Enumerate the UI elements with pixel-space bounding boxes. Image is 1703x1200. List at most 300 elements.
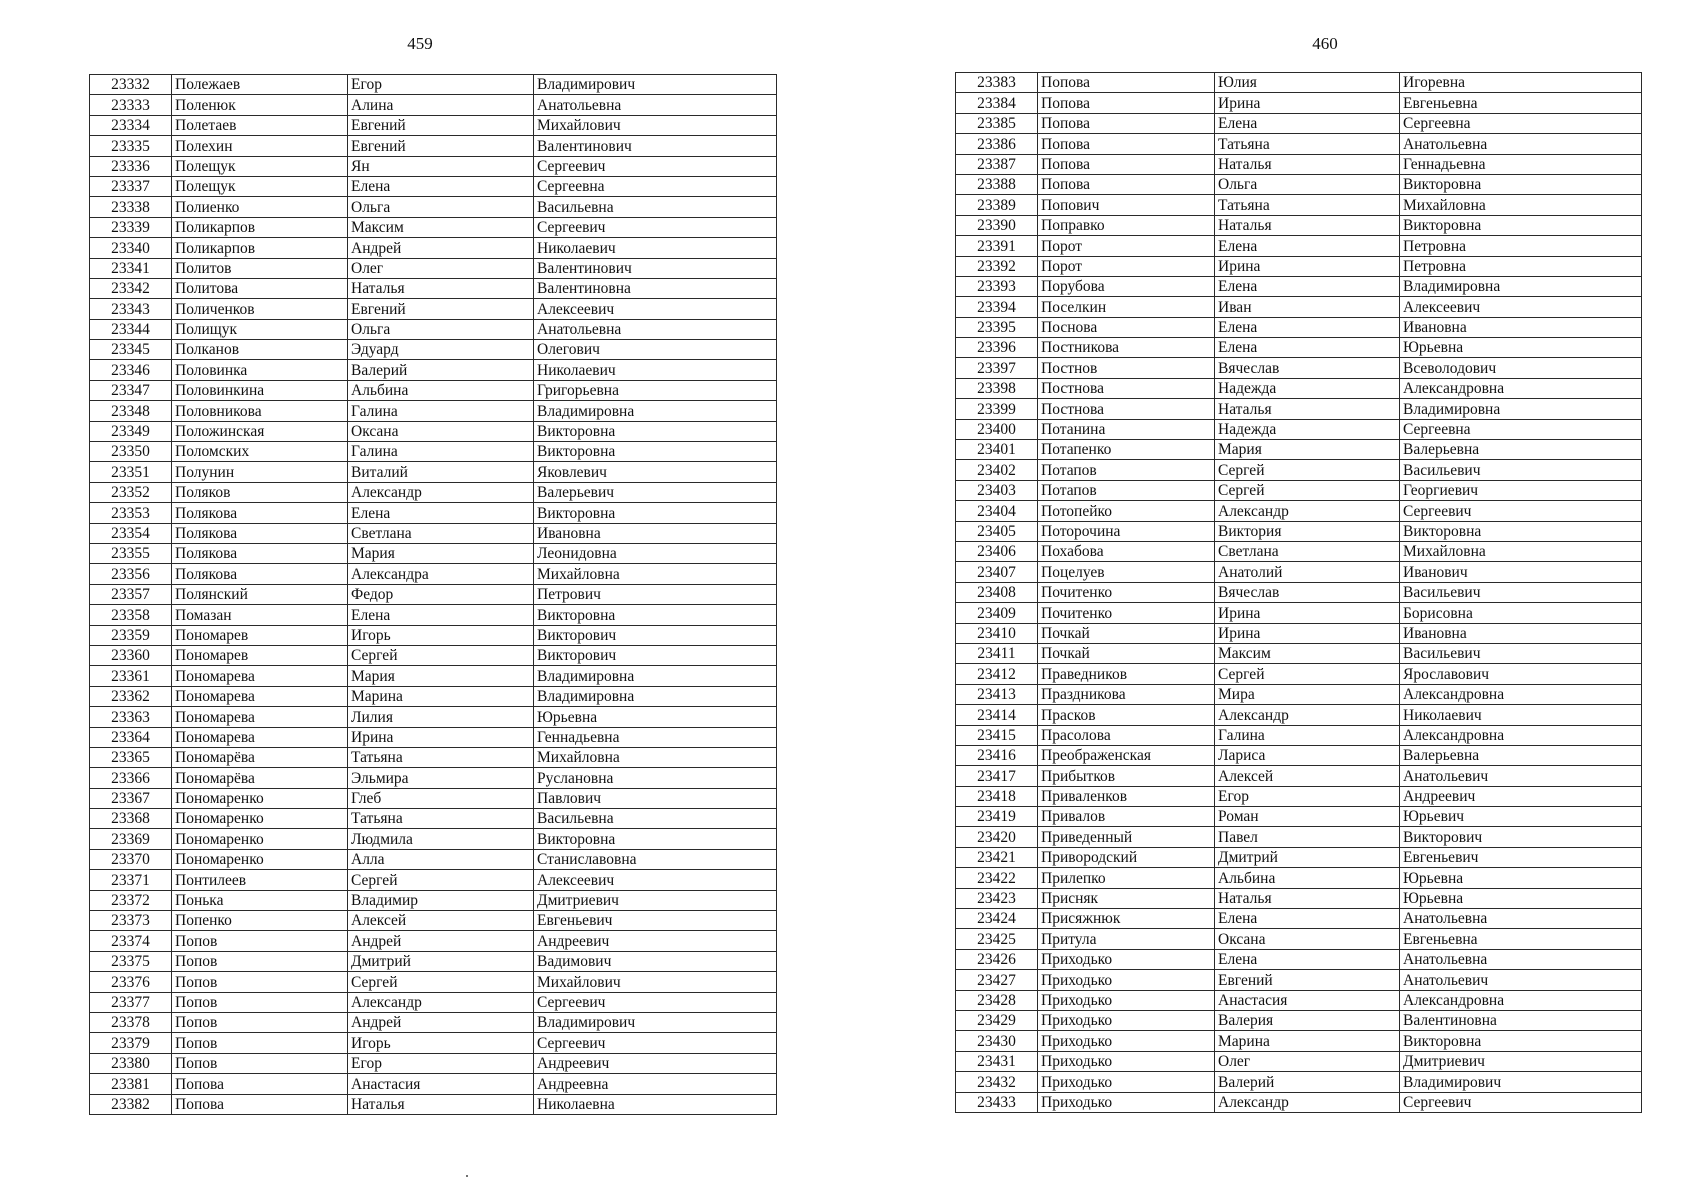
- first-name-cell: Сергей: [1215, 480, 1400, 500]
- first-name-cell: Сергей: [348, 645, 534, 665]
- patronymic-cell: Владимировна: [1400, 276, 1642, 296]
- first-name-cell: Ирина: [1215, 93, 1400, 113]
- first-name-cell: Людмила: [348, 829, 534, 849]
- table-row: [90, 686, 777, 706]
- surname-cell: Потапов: [1038, 460, 1215, 480]
- patronymic-cell: Борисовна: [1400, 603, 1642, 623]
- first-name-cell: Елена: [1215, 236, 1400, 256]
- record-number-cell: 23378: [90, 1012, 172, 1032]
- patronymic-cell: Викторовна: [1400, 521, 1642, 541]
- table-row: [90, 136, 777, 156]
- patronymic-cell: Владимировна: [534, 666, 777, 686]
- first-name-cell: Анатолий: [1215, 562, 1400, 582]
- record-number-cell: 23406: [956, 541, 1038, 561]
- first-name-cell: Ирина: [1215, 623, 1400, 643]
- record-number-cell: 23429: [956, 1010, 1038, 1030]
- patronymic-cell: Александровна: [1400, 725, 1642, 745]
- table-row: [956, 888, 1642, 908]
- patronymic-cell: Алексеевич: [534, 299, 777, 319]
- first-name-cell: Анастасия: [348, 1074, 534, 1094]
- patronymic-cell: Валерьевна: [1400, 745, 1642, 765]
- surname-cell: Полканов: [172, 340, 348, 360]
- table-row: [956, 643, 1642, 663]
- patronymic-cell: Владимирович: [1400, 1072, 1642, 1092]
- first-name-cell: Федор: [348, 584, 534, 604]
- first-name-cell: Сергей: [348, 870, 534, 890]
- surname-cell: Поснова: [1038, 317, 1215, 337]
- table-row: [956, 1031, 1642, 1051]
- surname-cell: Попова: [1038, 93, 1215, 113]
- table-row: [90, 707, 777, 727]
- patronymic-cell: Ивановна: [1400, 317, 1642, 337]
- table-row: [90, 238, 777, 258]
- first-name-cell: Елена: [348, 605, 534, 625]
- first-name-cell: Александр: [348, 482, 534, 502]
- patronymic-cell: Валентинович: [534, 258, 777, 278]
- table-row: [956, 419, 1642, 439]
- table-row: [90, 503, 777, 523]
- first-name-cell: Галина: [1215, 725, 1400, 745]
- patronymic-cell: Анатольевна: [1400, 909, 1642, 929]
- table-row: [90, 890, 777, 910]
- surname-cell: Потапов: [1038, 480, 1215, 500]
- record-number-cell: 23390: [956, 215, 1038, 235]
- table-row: [90, 564, 777, 584]
- record-number-cell: 23358: [90, 605, 172, 625]
- patronymic-cell: Александровна: [1400, 378, 1642, 398]
- record-number-cell: 23343: [90, 299, 172, 319]
- table-row: [956, 1010, 1642, 1030]
- patronymic-cell: Викторовна: [1400, 215, 1642, 235]
- record-number-cell: 23420: [956, 827, 1038, 847]
- table-row: [956, 113, 1642, 133]
- first-name-cell: Олег: [1215, 1051, 1400, 1071]
- surname-cell: Притула: [1038, 929, 1215, 949]
- table-row: [956, 1072, 1642, 1092]
- patronymic-cell: Андреевна: [534, 1074, 777, 1094]
- table-row: [90, 584, 777, 604]
- table-row: [956, 603, 1642, 623]
- table-row: [956, 399, 1642, 419]
- patronymic-cell: Сергеевич: [534, 992, 777, 1012]
- record-number-cell: 23417: [956, 766, 1038, 786]
- surname-cell: Попов: [172, 992, 348, 1012]
- first-name-cell: Андрей: [348, 1012, 534, 1032]
- first-name-cell: Олег: [348, 258, 534, 278]
- record-number-cell: 23373: [90, 911, 172, 931]
- surname-cell: Полякова: [172, 503, 348, 523]
- stray-mark: [466, 1175, 468, 1177]
- record-number-cell: 23388: [956, 174, 1038, 194]
- patronymic-cell: Николаевич: [534, 238, 777, 258]
- record-number-cell: 23361: [90, 666, 172, 686]
- table-row: [956, 236, 1642, 256]
- table-row: [956, 705, 1642, 725]
- first-name-cell: Ирина: [348, 727, 534, 747]
- patronymic-cell: Ивановна: [534, 523, 777, 543]
- record-number-cell: 23353: [90, 503, 172, 523]
- patronymic-cell: Анатольевич: [1400, 970, 1642, 990]
- table-row: [90, 115, 777, 135]
- surname-cell: Попова: [1038, 174, 1215, 194]
- patronymic-cell: Евгеньевич: [534, 911, 777, 931]
- patronymic-cell: Анатольевич: [1400, 766, 1642, 786]
- table-row: [90, 931, 777, 951]
- patronymic-cell: Николаевна: [534, 1094, 777, 1114]
- surname-cell: Полехин: [172, 136, 348, 156]
- surname-cell: Полунин: [172, 462, 348, 482]
- record-number-cell: 23369: [90, 829, 172, 849]
- record-number-cell: 23376: [90, 972, 172, 992]
- patronymic-cell: Николаевич: [1400, 705, 1642, 725]
- surname-cell: Праздникова: [1038, 684, 1215, 704]
- record-number-cell: 23349: [90, 421, 172, 441]
- table-row: [90, 380, 777, 400]
- surname-cell: Приходько: [1038, 1051, 1215, 1071]
- patronymic-cell: Георгиевич: [1400, 480, 1642, 500]
- first-name-cell: Максим: [1215, 643, 1400, 663]
- surname-cell: Порот: [1038, 256, 1215, 276]
- surname-cell: Пономарев: [172, 625, 348, 645]
- surname-cell: Праведников: [1038, 664, 1215, 684]
- first-name-cell: Сергей: [1215, 460, 1400, 480]
- record-number-cell: 23418: [956, 786, 1038, 806]
- table-row: [956, 766, 1642, 786]
- surname-cell: Попова: [1038, 154, 1215, 174]
- table-row: [956, 358, 1642, 378]
- record-number-cell: 23389: [956, 195, 1038, 215]
- surname-cell: Почкай: [1038, 643, 1215, 663]
- record-number-cell: 23367: [90, 788, 172, 808]
- table-row: [956, 990, 1642, 1010]
- first-name-cell: Елена: [348, 503, 534, 523]
- table-row: [956, 521, 1642, 541]
- patronymic-cell: Викторович: [534, 645, 777, 665]
- record-number-cell: 23421: [956, 847, 1038, 867]
- record-number-cell: 23395: [956, 317, 1038, 337]
- first-name-cell: Максим: [348, 217, 534, 237]
- table-row: [956, 664, 1642, 684]
- record-number-cell: 23338: [90, 197, 172, 217]
- record-number-cell: 23365: [90, 747, 172, 767]
- record-number-cell: 23340: [90, 238, 172, 258]
- patronymic-cell: Сергеевна: [1400, 419, 1642, 439]
- table-row: [90, 666, 777, 686]
- surname-cell: Пономарёва: [172, 768, 348, 788]
- surname-cell: Приходько: [1038, 1072, 1215, 1092]
- patronymic-cell: Васильевич: [1400, 643, 1642, 663]
- table-row: [90, 543, 777, 563]
- first-name-cell: Мира: [1215, 684, 1400, 704]
- patronymic-cell: Андреевич: [534, 1053, 777, 1073]
- table-row: [90, 727, 777, 747]
- first-name-cell: Виталий: [348, 462, 534, 482]
- patronymic-cell: Юрьевич: [1400, 807, 1642, 827]
- record-number-cell: 23380: [90, 1053, 172, 1073]
- first-name-cell: Наталья: [1215, 215, 1400, 235]
- surname-cell: Положинская: [172, 421, 348, 441]
- first-name-cell: Эльмира: [348, 768, 534, 788]
- table-row: [90, 217, 777, 237]
- record-number-cell: 23381: [90, 1074, 172, 1094]
- record-number-cell: 23413: [956, 684, 1038, 704]
- table-row: [956, 541, 1642, 561]
- record-number-cell: 23393: [956, 276, 1038, 296]
- record-number-cell: 23427: [956, 970, 1038, 990]
- surname-cell: Приходько: [1038, 970, 1215, 990]
- record-number-cell: 23383: [956, 73, 1038, 93]
- record-number-cell: 23366: [90, 768, 172, 788]
- table-row: [90, 156, 777, 176]
- patronymic-cell: Павлович: [534, 788, 777, 808]
- surname-cell: Помазан: [172, 605, 348, 625]
- surname-cell: Постнова: [1038, 399, 1215, 419]
- patronymic-cell: Евгеньевна: [1400, 93, 1642, 113]
- table-row: [956, 745, 1642, 765]
- surname-cell: Порот: [1038, 236, 1215, 256]
- patronymic-cell: Всеволодович: [1400, 358, 1642, 378]
- table-row: [90, 462, 777, 482]
- surname-cell: Попова: [1038, 73, 1215, 93]
- patronymic-cell: Алексеевич: [1400, 297, 1642, 317]
- record-number-cell: 23391: [956, 236, 1038, 256]
- surname-cell: Приходько: [1038, 990, 1215, 1010]
- surname-cell: Прибытков: [1038, 766, 1215, 786]
- record-number-cell: 23336: [90, 156, 172, 176]
- surname-cell: Понтилеев: [172, 870, 348, 890]
- surname-cell: Поселкин: [1038, 297, 1215, 317]
- surname-cell: Поправко: [1038, 215, 1215, 235]
- first-name-cell: Наталья: [1215, 154, 1400, 174]
- table-row: [90, 299, 777, 319]
- patronymic-cell: Григорьевна: [534, 380, 777, 400]
- first-name-cell: Елена: [1215, 276, 1400, 296]
- first-name-cell: Валерий: [348, 360, 534, 380]
- surname-cell: Попова: [1038, 134, 1215, 154]
- record-number-cell: 23341: [90, 258, 172, 278]
- first-name-cell: Ирина: [1215, 256, 1400, 276]
- first-name-cell: Татьяна: [1215, 134, 1400, 154]
- record-number-cell: 23382: [90, 1094, 172, 1114]
- record-number-cell: 23332: [90, 75, 172, 95]
- first-name-cell: Алексей: [1215, 766, 1400, 786]
- table-row: [90, 809, 777, 829]
- patronymic-cell: Евгеньевич: [1400, 847, 1642, 867]
- first-name-cell: Евгений: [1215, 970, 1400, 990]
- first-name-cell: Павел: [1215, 827, 1400, 847]
- patronymic-cell: Петровна: [1400, 256, 1642, 276]
- table-row: [90, 625, 777, 645]
- first-name-cell: Роман: [1215, 807, 1400, 827]
- record-number-cell: 23422: [956, 868, 1038, 888]
- record-number-cell: 23355: [90, 543, 172, 563]
- first-name-cell: Евгений: [348, 115, 534, 135]
- surname-cell: Поцелуев: [1038, 562, 1215, 582]
- patronymic-cell: Михайловна: [534, 747, 777, 767]
- table-row: [90, 319, 777, 339]
- first-name-cell: Валерий: [1215, 1072, 1400, 1092]
- patronymic-cell: Валентинович: [534, 136, 777, 156]
- surname-cell: Поленюк: [172, 95, 348, 115]
- first-name-cell: Мария: [348, 543, 534, 563]
- patronymic-cell: Петрович: [534, 584, 777, 604]
- table-row: [90, 1094, 777, 1114]
- table-row: [90, 401, 777, 421]
- table-row: [956, 215, 1642, 235]
- patronymic-cell: Николаевич: [534, 360, 777, 380]
- first-name-cell: Ольга: [348, 197, 534, 217]
- patronymic-cell: Сергеевич: [1400, 1092, 1642, 1112]
- surname-cell: Прилепко: [1038, 868, 1215, 888]
- record-number-cell: 23432: [956, 1072, 1038, 1092]
- surname-cell: Привалов: [1038, 807, 1215, 827]
- record-number-cell: 23430: [956, 1031, 1038, 1051]
- surname-cell: Политова: [172, 278, 348, 298]
- first-name-cell: Ольга: [1215, 174, 1400, 194]
- surname-cell: Половникова: [172, 401, 348, 421]
- record-number-cell: 23362: [90, 686, 172, 706]
- patronymic-cell: Валерьевна: [1400, 440, 1642, 460]
- patronymic-cell: Геннадьевна: [1400, 154, 1642, 174]
- surname-cell: Потанина: [1038, 419, 1215, 439]
- first-name-cell: Евгений: [348, 136, 534, 156]
- first-name-cell: Елена: [1215, 113, 1400, 133]
- table-row: [90, 829, 777, 849]
- patronymic-cell: Вадимович: [534, 951, 777, 971]
- surname-cell: Полищук: [172, 319, 348, 339]
- record-number-cell: 23433: [956, 1092, 1038, 1112]
- first-name-cell: Наталья: [348, 278, 534, 298]
- first-name-cell: Егор: [1215, 786, 1400, 806]
- patronymic-cell: Ярославович: [1400, 664, 1642, 684]
- table-row: [90, 278, 777, 298]
- first-name-cell: Анастасия: [1215, 990, 1400, 1010]
- table-row: [90, 911, 777, 931]
- patronymic-cell: Владимировна: [534, 401, 777, 421]
- patronymic-cell: Викторович: [534, 625, 777, 645]
- patronymic-cell: Викторовна: [534, 503, 777, 523]
- record-number-cell: 23384: [956, 93, 1038, 113]
- first-name-cell: Оксана: [1215, 929, 1400, 949]
- patronymic-cell: Дмитриевич: [534, 890, 777, 910]
- surname-cell: Полякова: [172, 564, 348, 584]
- first-name-cell: Надежда: [1215, 378, 1400, 398]
- first-name-cell: Татьяна: [348, 747, 534, 767]
- surname-cell: Постникова: [1038, 338, 1215, 358]
- surname-cell: Порубова: [1038, 276, 1215, 296]
- surname-cell: Приходько: [1038, 1031, 1215, 1051]
- patronymic-cell: Александровна: [1400, 684, 1642, 704]
- first-name-cell: Игорь: [348, 1033, 534, 1053]
- surname-cell: Попова: [172, 1094, 348, 1114]
- first-name-cell: Дмитрий: [1215, 847, 1400, 867]
- surname-cell: Половинкина: [172, 380, 348, 400]
- surname-cell: Пономарёва: [172, 747, 348, 767]
- surname-cell: Приходько: [1038, 949, 1215, 969]
- record-number-cell: 23398: [956, 378, 1038, 398]
- first-name-cell: Виктория: [1215, 521, 1400, 541]
- patronymic-cell: Васильевич: [1400, 582, 1642, 602]
- first-name-cell: Марина: [1215, 1031, 1400, 1051]
- patronymic-cell: Юрьевна: [1400, 338, 1642, 358]
- first-name-cell: Елена: [1215, 909, 1400, 929]
- table-row: [90, 340, 777, 360]
- first-name-cell: Елена: [1215, 949, 1400, 969]
- first-name-cell: Лариса: [1215, 745, 1400, 765]
- table-row: [90, 197, 777, 217]
- patronymic-cell: Анатольевна: [534, 95, 777, 115]
- surname-cell: Полещук: [172, 176, 348, 196]
- surname-cell: Приведенный: [1038, 827, 1215, 847]
- roster-table: [955, 72, 1642, 1113]
- record-number-cell: 23334: [90, 115, 172, 135]
- surname-cell: Присняк: [1038, 888, 1215, 908]
- table-row: [956, 684, 1642, 704]
- surname-cell: Приходько: [1038, 1092, 1215, 1112]
- surname-cell: Пономарев: [172, 645, 348, 665]
- patronymic-cell: Владимирович: [534, 75, 777, 95]
- table-row: [90, 95, 777, 115]
- surname-cell: Попов: [172, 1012, 348, 1032]
- record-number-cell: 23348: [90, 401, 172, 421]
- record-number-cell: 23394: [956, 297, 1038, 317]
- record-number-cell: 23411: [956, 643, 1038, 663]
- surname-cell: Половинка: [172, 360, 348, 380]
- record-number-cell: 23414: [956, 705, 1038, 725]
- table-row: [90, 523, 777, 543]
- surname-cell: Похабова: [1038, 541, 1215, 561]
- patronymic-cell: Михайловна: [1400, 541, 1642, 561]
- record-number-cell: 23351: [90, 462, 172, 482]
- patronymic-cell: Сергеевна: [534, 176, 777, 196]
- first-name-cell: Андрей: [348, 238, 534, 258]
- record-number-cell: 23342: [90, 278, 172, 298]
- first-name-cell: Оксана: [348, 421, 534, 441]
- left-page: [0, 0, 851, 1200]
- record-number-cell: 23426: [956, 949, 1038, 969]
- surname-cell: Потопейко: [1038, 501, 1215, 521]
- record-number-cell: 23345: [90, 340, 172, 360]
- patronymic-cell: Алексеевич: [534, 870, 777, 890]
- first-name-cell: Елена: [1215, 317, 1400, 337]
- record-number-cell: 23377: [90, 992, 172, 1012]
- surname-cell: Полиенко: [172, 197, 348, 217]
- patronymic-cell: Станиславовна: [534, 849, 777, 869]
- table-row: [90, 1012, 777, 1032]
- surname-cell: Почкай: [1038, 623, 1215, 643]
- record-number-cell: 23370: [90, 849, 172, 869]
- patronymic-cell: Юрьевна: [1400, 888, 1642, 908]
- table-row: [956, 725, 1642, 745]
- table-row: [90, 788, 777, 808]
- table-row: [90, 442, 777, 462]
- record-number-cell: 23396: [956, 338, 1038, 358]
- surname-cell: Полякова: [172, 523, 348, 543]
- record-number-cell: 23403: [956, 480, 1038, 500]
- surname-cell: Пономарева: [172, 666, 348, 686]
- table-row: [956, 909, 1642, 929]
- surname-cell: Пономарева: [172, 727, 348, 747]
- record-number-cell: 23347: [90, 380, 172, 400]
- surname-cell: Почитенко: [1038, 603, 1215, 623]
- table-row: [956, 460, 1642, 480]
- table-row: [956, 134, 1642, 154]
- patronymic-cell: Сергеевна: [1400, 113, 1642, 133]
- record-number-cell: 23339: [90, 217, 172, 237]
- record-number-cell: 23387: [956, 154, 1038, 174]
- first-name-cell: Вячеслав: [1215, 358, 1400, 378]
- surname-cell: Поломских: [172, 442, 348, 462]
